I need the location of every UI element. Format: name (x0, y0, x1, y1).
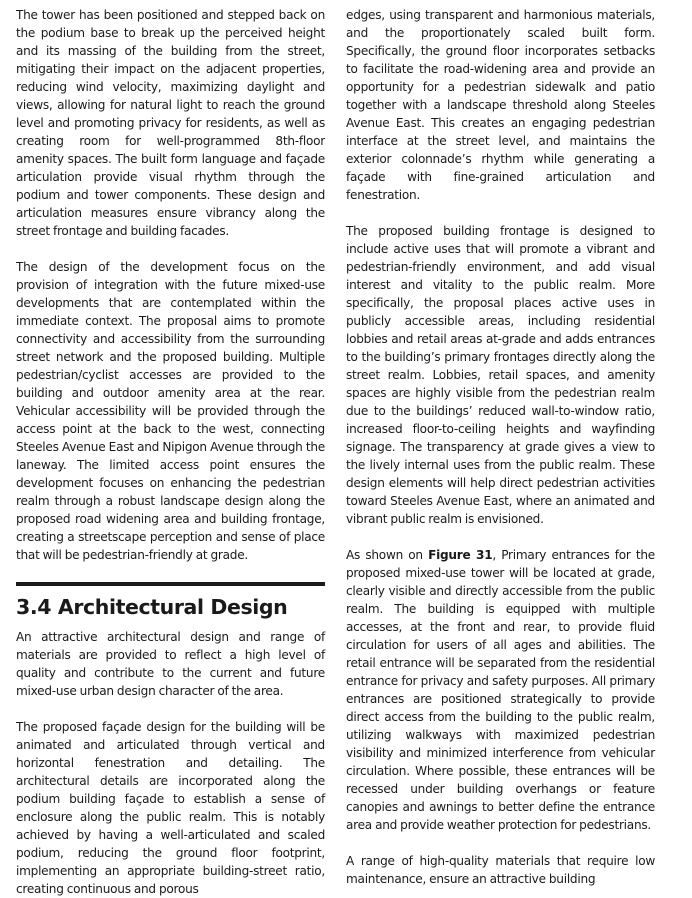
paragraph-edges-materials: edges, using transparent and harmonious materials, and the proportionately scaled built form. Specifically, the ground floor incorporates setbacks to facilitate the road-widening area and provide an opportunity for a pedestrian sidewalk and patio together with a landscape threshold along Steeles Avenue East. This creates an engaging pedestrian interface at the street level, and maintains the exterior colonnade’s rhythm while generating a façade with fine-grained articulation and fenestration. (346, 8, 655, 202)
entrances-text-body: , Primary entrances for the proposed mixed-use tower will be located at grade, clearly visible and directly accessible from the public realm. The building is equipped with multiple accesses, at the front and rear, to provide fluid circulation for users of all ages and abilities. The retail entrance will be separated from the residential entrance for privacy and safety purposes. All primary entrances are positioned strategically to provide direct access from the building to the public realm, utilizing walkways with maximized pedestrian visibility and minimized interference from vehicular circulation. Where possible, these entrances will be recessed under building overhangs or feature canopies and awnings to better define the entrance area and provide weather protection for pedestrians. (346, 548, 655, 832)
section-heading-architectural-design: 3.4 Architectural Design (16, 595, 288, 619)
figure-reference[interactable]: Figure 31 (428, 548, 493, 562)
paragraph-architectural-materials: An attractive architectural design and range of materials are provided to reflect a high level of quality and contribute to the current and future mixed-use urban design character of the area. (16, 630, 325, 698)
section-divider (16, 582, 325, 586)
paragraph-tower-positioning: The tower has been positioned and stepped back on the podium base to break up the perceived height and its massing of the building from the street, mitigating their impact on the adjacent properties, reducing wind velocity, maximizing daylight and views, allowing for natural light to reach the ground level and promoting privacy for residents, as well as creating room for well-programmed 8th-floor amenity spaces. The built form language and façade articulation provide visual rhythm through the podium and tower components. These design and articulation measures ensure vibrancy along the street frontage and building facades. (16, 8, 325, 238)
paragraph-development-integration: The design of the development focus on the provision of integration with the future mixed-use developments that are contemplated within the immediate context. The proposal aims to promote connectivity and accessibility from the surrounding street network and the proposed building. Multiple pedestrian/cyclist accesses are provided to the building and outdoor amenity area at the rear. Vehicular accessibility will be provided through the access point at the back to the west, connecting Steeles Avenue East and Nipigon Avenue through the laneway. The limited access point ensures the development focuses on enhancing the pedestrian realm through a robust landscape design along the proposed road widening area and building frontage, creating a streetscape perception and sense of place that will be pedestrian-friendly at grade. (16, 260, 325, 562)
left-column (16, 6, 325, 898)
paragraph-building-frontage: The proposed building frontage is designed to include active uses that will promote a vibrant and pedestrian-friendly environment, and add visual interest and vitality to the public realm. More specifically, the proposal places active uses in publicly accessible areas, including residential lobbies and retail areas at-grade and adds entrances to the building’s primary frontages directly along the street realm. Lobbies, retail spaces, and amenity spaces are highly visible from the pedestrian realm due to the buildings’ reduced wall-to-window ratio, increased floor-to-ceiling heights and wayfinding signage. The transparency at grade gives a view to the lively internal uses from the public realm. These design elements will help direct pedestrian activities toward Steeles Avenue East, where an animated and vibrant public realm is envisioned. (346, 224, 655, 526)
right-column (346, 6, 655, 888)
paragraph-primary-entrances (346, 546, 655, 834)
paragraph-materials-range: A range of high-quality materials that require low maintenance, ensure an attractive building (346, 854, 655, 886)
entrances-text-prefix: As shown on (346, 548, 429, 562)
paragraph-facade-design: The proposed façade design for the building will be animated and articulated through vertical and horizontal fenestration and detailing. The architectural details are incorporated along the podium building façade to establish a sense of enclosure along the public realm. This is notably achieved by having a well-articulated and scaled podium, reducing the ground floor footprint, implementing an appropriate building-street ratio, creating continuous and porous (16, 720, 325, 896)
